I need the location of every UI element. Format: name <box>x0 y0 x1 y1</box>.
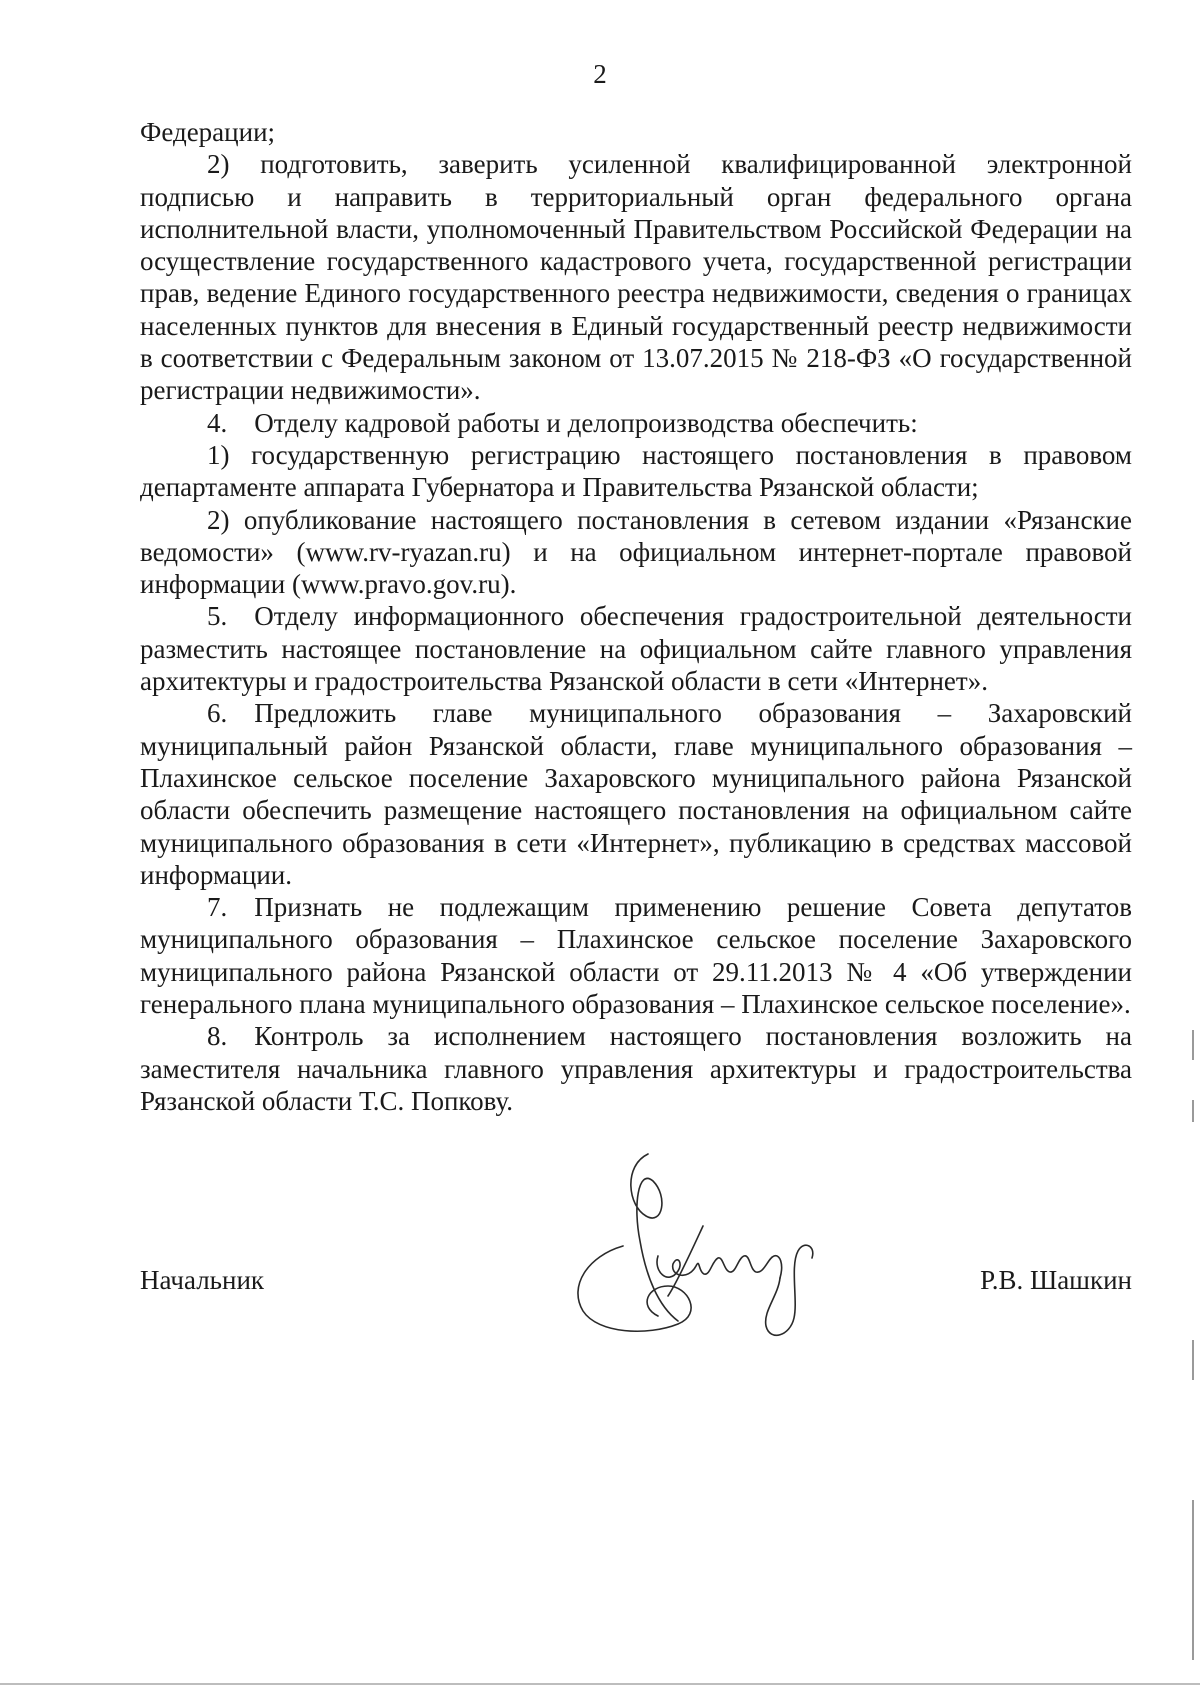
signatory-name: Р.В. Шашкин <box>980 1265 1132 1295</box>
scan-artifact-edge <box>1192 1100 1194 1122</box>
paragraph-4-2: 2) опубликование настоящего постановления в сетевом издании «Рязанские ведомости» (www.rv-ryazan.ru) и на официальном интернет-портале правовой информации (www.pravo.gov.ru). <box>140 504 1132 600</box>
scan-artifact-edge <box>1192 1340 1194 1380</box>
handwritten-signature <box>528 1146 828 1346</box>
scan-artifact-edge <box>1192 1030 1194 1060</box>
paragraph-5: 5. Отделу информационного обеспечения градостроительной деятельности разместить настоящее постановление на официальном сайте главного управления архитектуры и градостроительства Рязанской области в сети «Интернет». <box>140 601 1132 697</box>
signature-block <box>140 1250 1132 1370</box>
document-body <box>140 116 1132 1117</box>
paragraph-4-1: 1) государственную регистрацию настоящего постановления в правовом департаменте аппарата Губернатора и Правительства Рязанской области; <box>140 439 1132 503</box>
scan-artifact-bottom <box>0 1683 1200 1685</box>
signatory-position: Начальник <box>140 1265 265 1295</box>
paragraph-7: 7. Признать не подлежащим применению решение Совета депутатов муниципального образования – Плахинское сельское поселение Захаровского муниципального района Рязанской области от 29.11.2013 № 4 «Об утверждении генерального плана муниципального образования – Плахинское сельское поселение». <box>140 892 1132 1020</box>
paragraph-6: 6. Предложить главе муниципального образования – Захаровский муниципальный район Рязанской области, главе муниципального образования – Плахинское сельское поселение Захаровского муниципального района Рязанской области обеспечить размещение настоящего постановления на официальном сайте муниципального образования в сети «Интернет», публикацию в средствах массовой информации. <box>140 698 1132 890</box>
paragraph-8: 8. Контроль за исполнением настоящего постановления возложить на заместителя начальника главного управления архитектуры и градостроительства Рязанской области Т.С. Попкову. <box>140 1021 1132 1116</box>
paragraph-4: 4. Отделу кадровой работы и делопроизводства обеспечить: <box>207 407 918 438</box>
page-number: 2 <box>593 59 607 89</box>
scan-artifact-edge <box>1192 1500 1194 1660</box>
paragraph-continuation: Федерации; <box>140 117 276 147</box>
paragraph-item-2: 2) подготовить, заверить усиленной квалифицированной электронной подписью и направить в территориальный орган федерального органа исполнительной власти, уполномоченный Правительством Российской Федерации на осуществление государственного кадастрового учета, государственной регистрации прав, ведение Единого государственного реестра недвижимости, сведения о границах населенных пунктов для внесения в Единый государственный реестр недвижимости в соответствии с Федеральным законом от 13.07.2015 № 218-ФЗ «О государственной регистрации недвижимости». <box>140 149 1132 406</box>
